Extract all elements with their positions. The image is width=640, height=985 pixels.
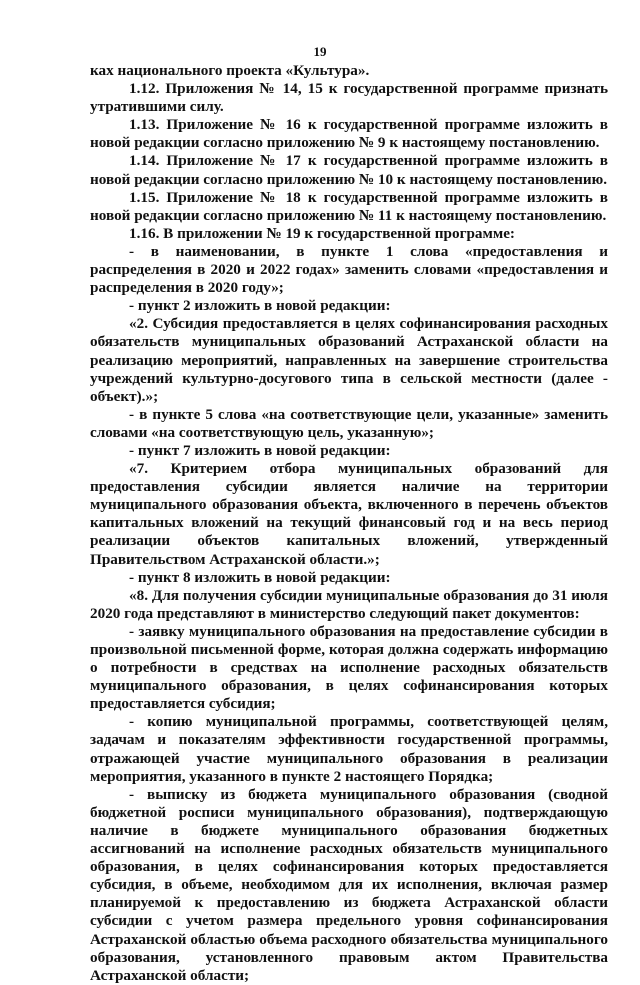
paragraph-point-5-change: - в пункте 5 слова «на соответствующие цели, указанные» заменить словами «на соответствующую цель, указанную»; <box>90 405 608 441</box>
paragraph-list-item-budget-extract: - выписку из бюджета муниципального образования (сводной бюджетной росписи муниципального образования), подтверждающую наличие в бюджете муниципального образования бюджетных ассигнований на исполнение расходных обязательств муниципального образования, в целях софинансирования которых предоставляется субсидия, в объеме, необходимом для их исполнения, включая размер планируемой к предоставлению из бюджета Астраханской области субсидии с учетом размера предельного уровня софинансирования Астраханской областью объема расходного обязательства муниципального образования, установленного правовым актом Правительства Астраханской области; <box>90 785 608 984</box>
paragraph-item-1-12: 1.12. Приложения № 14, 15 к государственной программе признать утратившими силу. <box>90 80 608 116</box>
paragraph-continuation: ках национального проекта «Культура». <box>90 62 370 79</box>
paragraph-item-1-15: 1.15. Приложение № 18 к государственной программе изложить в новой редакции согласно приложению № 11 к настоящему постановлению. <box>90 188 608 224</box>
paragraph-item-1-13: 1.13. Приложение № 16 к государственной программе изложить в новой редакции согласно приложению № 9 к настоящему постановлению. <box>90 116 608 152</box>
paragraph-item-1-16: 1.16. В приложении № 19 к государственной программе: <box>129 224 515 242</box>
paragraph-point-7-text: «7. Критерием отбора муниципальных образований для предоставления субсидии является наличие на территории муниципального образования объекта, включенного в перечень объектов капитальных вложений на текущий финансовый год и на весь период реализации объектов капитальных вложений, утвержденный Правительством Астраханской области.»; <box>90 460 608 568</box>
paragraph-point-8-text: «8. Для получения субсидии муниципальные образования до 31 июля 2020 года представляют в министерство следующий пакет документов: <box>90 586 608 622</box>
paragraph-item-1-14: 1.14. Приложение № 17 к государственной программе изложить в новой редакции согласно приложению № 10 к настоящему постановлению. <box>90 152 608 188</box>
paragraph-point-2-text: «2. Субсидия предоставляется в целях софинансирования расходных обязательств муниципальных образований Астраханской области на реализацию мероприятий, направленных на завершение строительства учреждений культурно-досугового типа в сельской местности (далее - объект).»; <box>90 315 608 405</box>
paragraph-point-7-intro: - пункт 7 изложить в новой редакции: <box>129 441 391 459</box>
paragraph-point-8-intro: - пункт 8 изложить в новой редакции: <box>129 568 391 586</box>
paragraph-list-item-application: - заявку муниципального образования на предоставление субсидии в произвольной письменной форме, которая должна содержать информацию о потребности в средствах на исполнение расходных обязательств муниципального образования, в целях софинансирования которых предоставляется субсидия; <box>90 622 608 713</box>
document-body <box>90 62 608 985</box>
paragraph-naming-change: - в наименовании, в пункте 1 слова «предоставления и распределения в 2020 и 2022 годах» заменить словами «предоставления и распределения в 2020 году»; <box>90 242 608 297</box>
page-number: 19 <box>313 44 327 59</box>
paragraph-list-item-program-copy: - копию муниципальной программы, соответствующей целям, задачам и показателям эффективности государственной программы, отражающей участие муниципального образования в реализации мероприятия, указанного в пункте 2 настоящего Порядка; <box>90 713 608 785</box>
paragraph-point-2-intro: - пункт 2 изложить в новой редакции: <box>129 297 391 315</box>
